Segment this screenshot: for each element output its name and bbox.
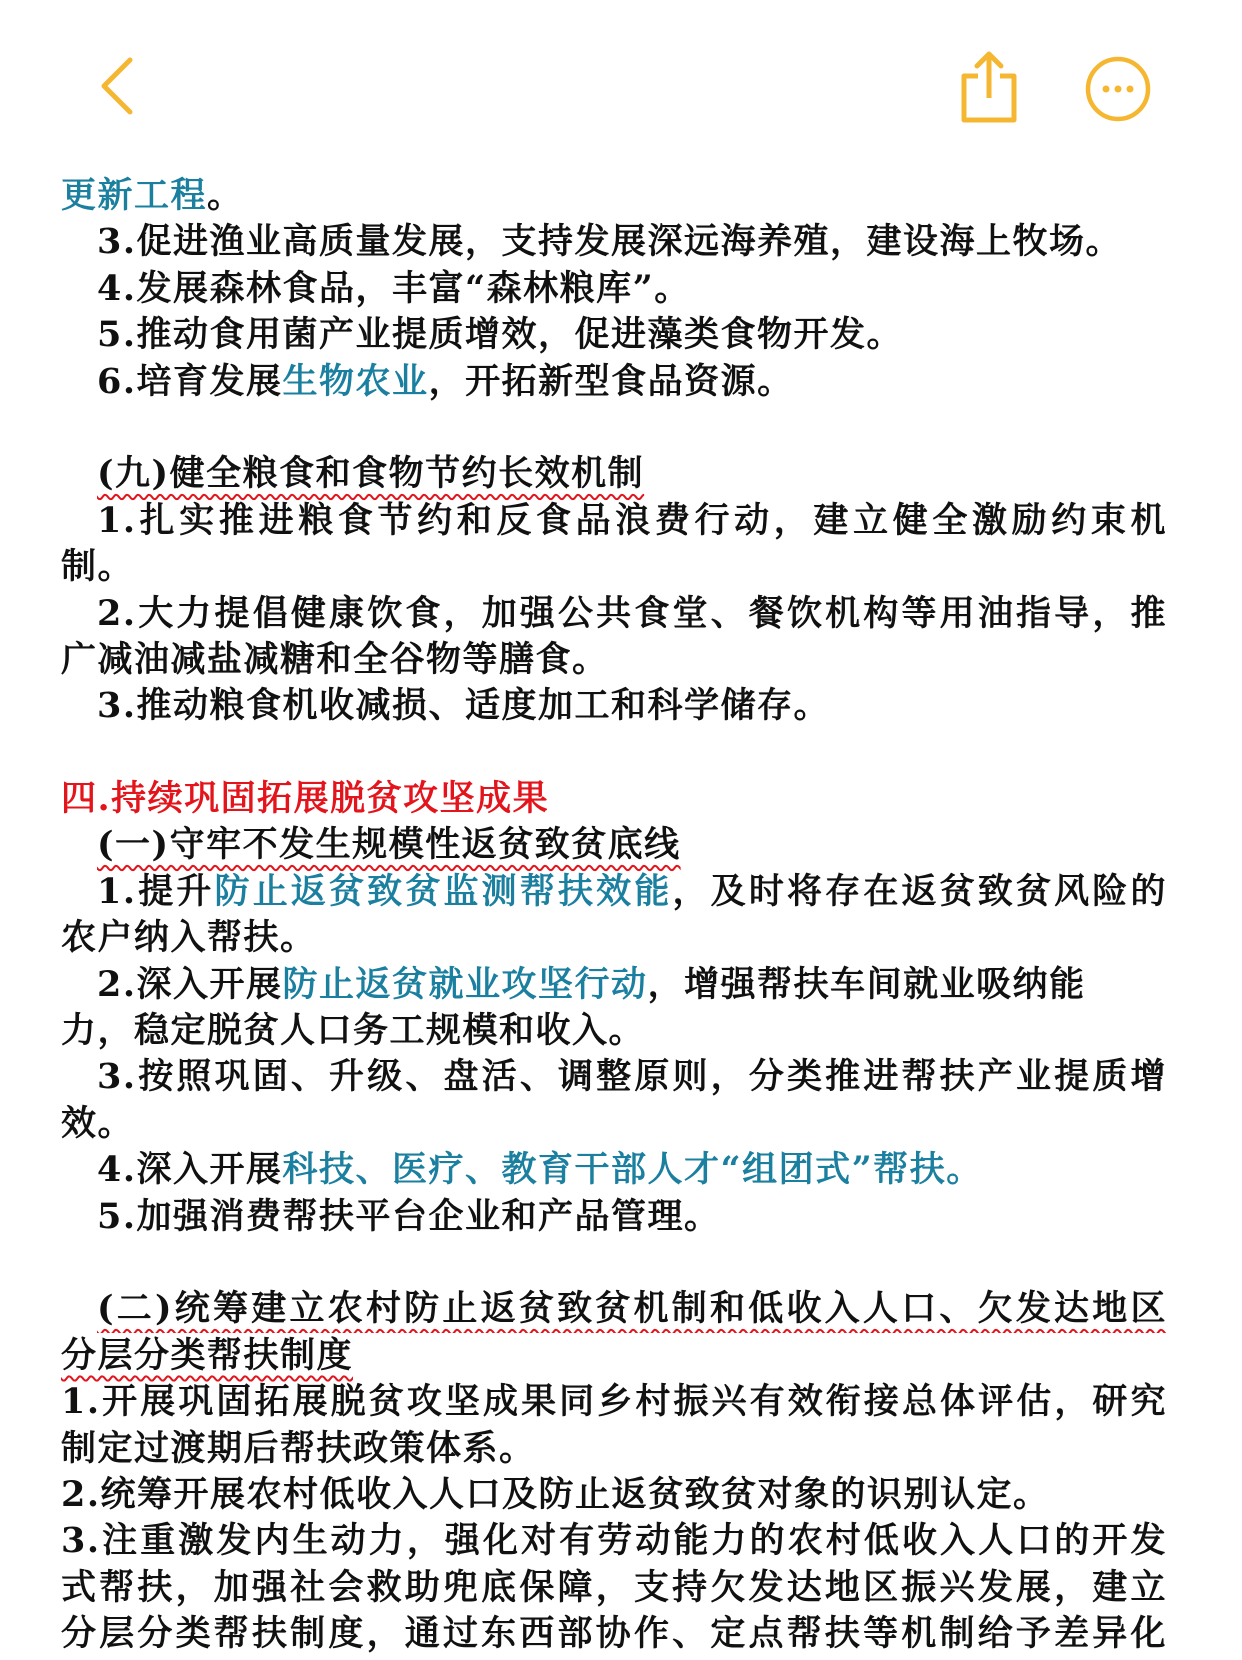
text-line <box>61 1147 1167 1193</box>
text-line <box>61 1008 1167 1054</box>
text-line <box>61 544 1167 590</box>
text-line <box>61 359 1167 405</box>
highlighted-text: 防止返贫致贫监测帮扶效能 <box>214 870 673 912</box>
text-segment: 3.推动粮食机收减损、适度加工和科学储存。 <box>97 685 831 727</box>
underlined-heading: 分层分类帮扶制度 <box>61 1334 354 1376</box>
blank-line <box>61 405 1167 451</box>
text-line <box>61 1054 1167 1100</box>
text-line <box>61 1379 1167 1425</box>
text-line <box>61 1194 1167 1240</box>
text-segment: 1.扎实推进粮食节约和反食品浪费行动，建立健全激励约束机 <box>97 499 1167 541</box>
text-segment: 1.开展巩固拓展脱贫攻坚成果同乡村振兴有效衔接总体评估，研究 <box>61 1381 1167 1423</box>
text-line <box>61 683 1167 729</box>
text-segment: 力，稳定脱贫人口务工规模和收入。 <box>61 1010 646 1052</box>
text-segment: 5.推动食用菌产业提质增效，促进藻类食物开发。 <box>97 314 904 356</box>
text-segment: 1.提升 <box>97 870 215 912</box>
text-segment: 2.深入开展 <box>97 963 283 1005</box>
text-segment: 分层分类帮扶制度，通过东西部协作、定点帮扶等机制给予差异化 <box>61 1613 1167 1655</box>
blank-line <box>61 730 1167 776</box>
more-circle-icon[interactable] <box>1084 55 1152 123</box>
text-segment: 式帮扶，加强社会救助兜底保障，支持欠发达地区振兴发展，建立 <box>61 1566 1167 1608</box>
text-segment: 。 <box>207 175 244 216</box>
underlined-heading: (一)守牢不发生规模性返贫致贫底线 <box>97 824 681 866</box>
text-segment: 4.发展森林食品，丰富“森林粮库”。 <box>97 267 691 309</box>
highlighted-text: 生物农业 <box>282 360 429 402</box>
text-line <box>61 1518 1167 1564</box>
text-segment: 3.促进渔业高质量发展，支持发展深远海养殖，建设海上牧场。 <box>97 221 1123 263</box>
top-toolbar <box>0 0 1242 140</box>
share-icon[interactable] <box>958 50 1020 124</box>
text-segment: 效。 <box>61 1102 135 1144</box>
text-line <box>61 915 1167 961</box>
text-segment: 制。 <box>61 546 135 588</box>
highlighted-text: 科技、医疗、教育干部人才“组团式”帮扶。 <box>282 1149 983 1191</box>
text-segment: 3.注重激发内生动力，强化对有劳动能力的农村低收入人口的开发 <box>61 1520 1167 1562</box>
text-line <box>61 173 1167 219</box>
text-line <box>61 1472 1167 1518</box>
text-segment: 3.按照巩固、升级、盘活、调整原则，分类推进帮扶产业提质增 <box>97 1056 1167 1098</box>
text-segment: 制定过渡期后帮扶政策体系。 <box>61 1427 536 1469</box>
text-line <box>61 962 1167 1008</box>
text-segment: 4.深入开展 <box>97 1149 283 1191</box>
text-line <box>61 591 1167 637</box>
text-line <box>61 1286 1167 1332</box>
blank-line <box>61 1240 1167 1286</box>
section-heading: 四.持续巩固拓展脱贫攻坚成果 <box>61 778 550 820</box>
text-line <box>61 266 1167 312</box>
text-line <box>61 1565 1167 1611</box>
text-line <box>61 822 1167 868</box>
document-body <box>61 173 1167 1658</box>
text-line <box>61 1611 1167 1657</box>
underlined-heading: (二)统筹建立农村防止返贫致贫机制和低收入人口、欠发达地区 <box>97 1288 1167 1330</box>
underlined-heading: (九)健全粮食和食物节约长效机制 <box>97 453 645 495</box>
text-segment: 2.统筹开展农村低收入人口及防止返贫致贫对象的识别认定。 <box>61 1473 1050 1515</box>
chevron-left-icon[interactable] <box>94 56 144 116</box>
text-segment: 6.培育发展 <box>97 360 283 402</box>
text-line <box>61 498 1167 544</box>
text-line <box>61 637 1167 683</box>
text-line <box>61 1426 1167 1472</box>
text-segment: 2.大力提倡健康饮食，加强公共食堂、餐饮机构等用油指导，推 <box>97 592 1167 634</box>
text-line <box>61 776 1167 822</box>
text-line <box>61 1333 1167 1379</box>
text-segment: 5.加强消费帮扶平台企业和产品管理。 <box>97 1195 721 1237</box>
text-segment: ，增强帮扶车间就业吸纳能 <box>647 963 1086 1005</box>
highlighted-text: 更新工程 <box>61 175 208 216</box>
text-line <box>61 451 1167 497</box>
text-segment: ，及时将存在返贫致贫风险的 <box>672 870 1167 912</box>
text-segment: 广减油减盐减糖和全谷物等膳食。 <box>61 638 609 680</box>
text-segment: ，开拓新型食品资源。 <box>428 360 794 402</box>
text-line <box>61 869 1167 915</box>
text-line <box>61 1101 1167 1147</box>
text-line <box>61 219 1167 265</box>
highlighted-text: 防止返贫就业攻坚行动 <box>282 963 648 1005</box>
text-segment: 农户纳入帮扶。 <box>61 917 317 959</box>
text-line <box>61 312 1167 358</box>
